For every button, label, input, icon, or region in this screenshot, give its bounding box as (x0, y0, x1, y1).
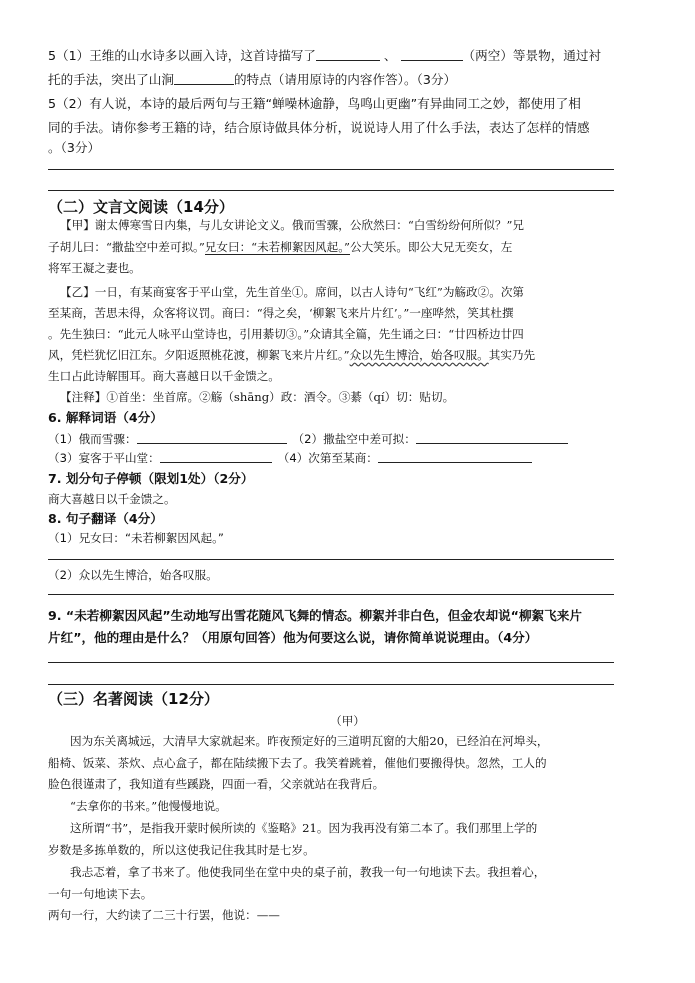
answer-line[interactable] (48, 169, 614, 170)
q5-part2-line-2: 同的手法。请你参考王籍的诗，结合原诗做具体分析，说说诗人用了什么手法，表达了怎样的情感 (48, 120, 590, 135)
q7-sentence: 商大喜越日以千金馈之。 (48, 492, 176, 506)
passage-line-3: 脸色很谨肃了，我知道有些蹊跷，四面一看，父亲就站在我背后。 (48, 777, 385, 791)
section3-title: （三）名著阅读（12分） (48, 690, 219, 708)
underlined-sentence: 兄女曰：“未若柳絮因风起。” (204, 240, 350, 254)
answer-blank[interactable] (401, 48, 463, 61)
q6-row-1: （1）俄而雪骤： （2）撒盐空中差可拟： (48, 431, 616, 447)
passage-jia-line-2: 子胡儿曰：“撒盐空中差可拟。”兄女曰：“未若柳絮因风起。”公大笑乐。即公大兄无奕女，左 (48, 240, 513, 254)
passage-yi-line-4: 风，凭栏犹忆旧江东。夕阳返照桃花渡，柳絮飞来片片红。”众以先生博洽，始各叹服。其实乃先 (48, 348, 536, 362)
passage-line-2: 船椅、饭菜、茶炊、点心盒子，都在陆续搬下去了。我笑着跳着，催他们要搬得快。忽然，工人的 (48, 756, 547, 770)
passage-line-4: “去拿你的书来。”他慢慢地说。 (70, 799, 227, 813)
answer-line[interactable] (48, 684, 614, 685)
passage-jia-line-3: 将军王凝之妻也。 (48, 261, 141, 275)
passage-yi-line-3: 。先生独曰：“此元人咏平山堂诗也，引用綦切③。”众请其全篇，先生诵之曰：“廿四桥边廿四 (48, 327, 524, 341)
q9-line-2: 片红”，他的理由是什么？（用原句回答）他为何要这么说，请你简单说说理由。（4分） (48, 630, 538, 645)
q6-row-2: （3）宴客于平山堂： （4）次第至某商： (48, 450, 616, 466)
answer-blank[interactable] (137, 431, 287, 444)
passage-line-9: 两句一行，大约读了二三十行罢，他说：—— (48, 908, 280, 922)
passage-line-7: 我忐忑着，拿了书来了。他使我同坐在堂中央的桌子前，教我一句一句地读下去。我担着心， (70, 865, 546, 879)
q9-line-1: 9. “未若柳絮因风起”生动地写出雪花随风飞舞的情态。柳絮并非白色，但金农却说“柳絮飞来片 (48, 608, 582, 623)
passage-line-1: 因为东关离城远，大清早大家就起来。昨夜预定好的三道明瓦窗的大船20，已经泊在河埠头， (70, 734, 549, 748)
q5-part2-line-1: 5（2）有人说，本诗的最后两句与王籍“蝉噪林逾静，鸟鸣山更幽”有异曲同工之妙，都使用了相 (48, 96, 581, 111)
q7-title: 7. 划分句子停顿（限划1处）（2分） (48, 471, 254, 486)
underlined-sentence: 众以先生博洽，始各叹服。 (349, 348, 489, 362)
passage-line-8: 一句一句地读下去。 (48, 887, 153, 901)
passage-subtitle: （甲） (330, 714, 365, 728)
q6-title: 6. 解释词语（4分） (48, 410, 163, 425)
answer-line[interactable] (48, 662, 614, 663)
answer-blank[interactable] (174, 72, 234, 85)
passage-line-6: 岁数是多拣单数的，所以这使我记住我其时是七岁。 (48, 843, 315, 857)
answer-blank[interactable] (160, 450, 272, 463)
passage-line-5: 这所谓“书”，是指我开蒙时候所读的《鉴略》21。因为我再没有第二本了。我们那里上学的 (70, 821, 538, 835)
q5-part2-line-3: 。（3分） (48, 140, 101, 155)
passage-jia-line-1: 【甲】谢太傅寒雪日内集，与儿女讲论文义。俄而雪骤，公欣然曰：“白雪纷纷何所似？”兄 (60, 218, 525, 232)
annotation: 【注释】①首坐：坐首席。②觞（shāng）政：酒令。③綦（qí）切：贴切。 (60, 390, 455, 404)
answer-blank[interactable] (416, 431, 568, 444)
answer-line[interactable] (48, 559, 614, 560)
passage-yi-line-2: 至某商，苦思未得，众客将议罚。商曰：“得之矣，‘柳絮飞来片片红’。”一座哗然，笑其杜撰 (48, 306, 514, 320)
q8-title: 8. 句子翻译（4分） (48, 511, 163, 526)
answer-line[interactable] (48, 190, 614, 191)
q5-line-1: 5（1）王维的山水诗多以画入诗，这首诗描写了 、 （两空）等景物，通过衬 (48, 48, 602, 63)
section2-title: （二）文言文阅读（14分） (48, 198, 234, 216)
q8-item-1: （1）兄女曰：“未若柳絮因风起。” (48, 531, 224, 545)
passage-yi-line-1: 【乙】一日，有某商宴客于平山堂，先生首坐①。席间，以古人诗句“飞红”为觞政②。次第 (60, 285, 525, 299)
passage-yi-line-5: 生口占此诗解围耳。商大喜越日以千金馈之。 (48, 369, 280, 383)
q5-line-2: 托的手法，突出了山涧 的特点（请用原诗的内容作答）。（3分） (48, 72, 457, 87)
answer-blank[interactable] (316, 48, 380, 61)
answer-line[interactable] (48, 594, 614, 595)
q8-item-2: （2）众以先生博洽，始各叹服。 (48, 568, 218, 582)
answer-blank[interactable] (378, 450, 532, 463)
